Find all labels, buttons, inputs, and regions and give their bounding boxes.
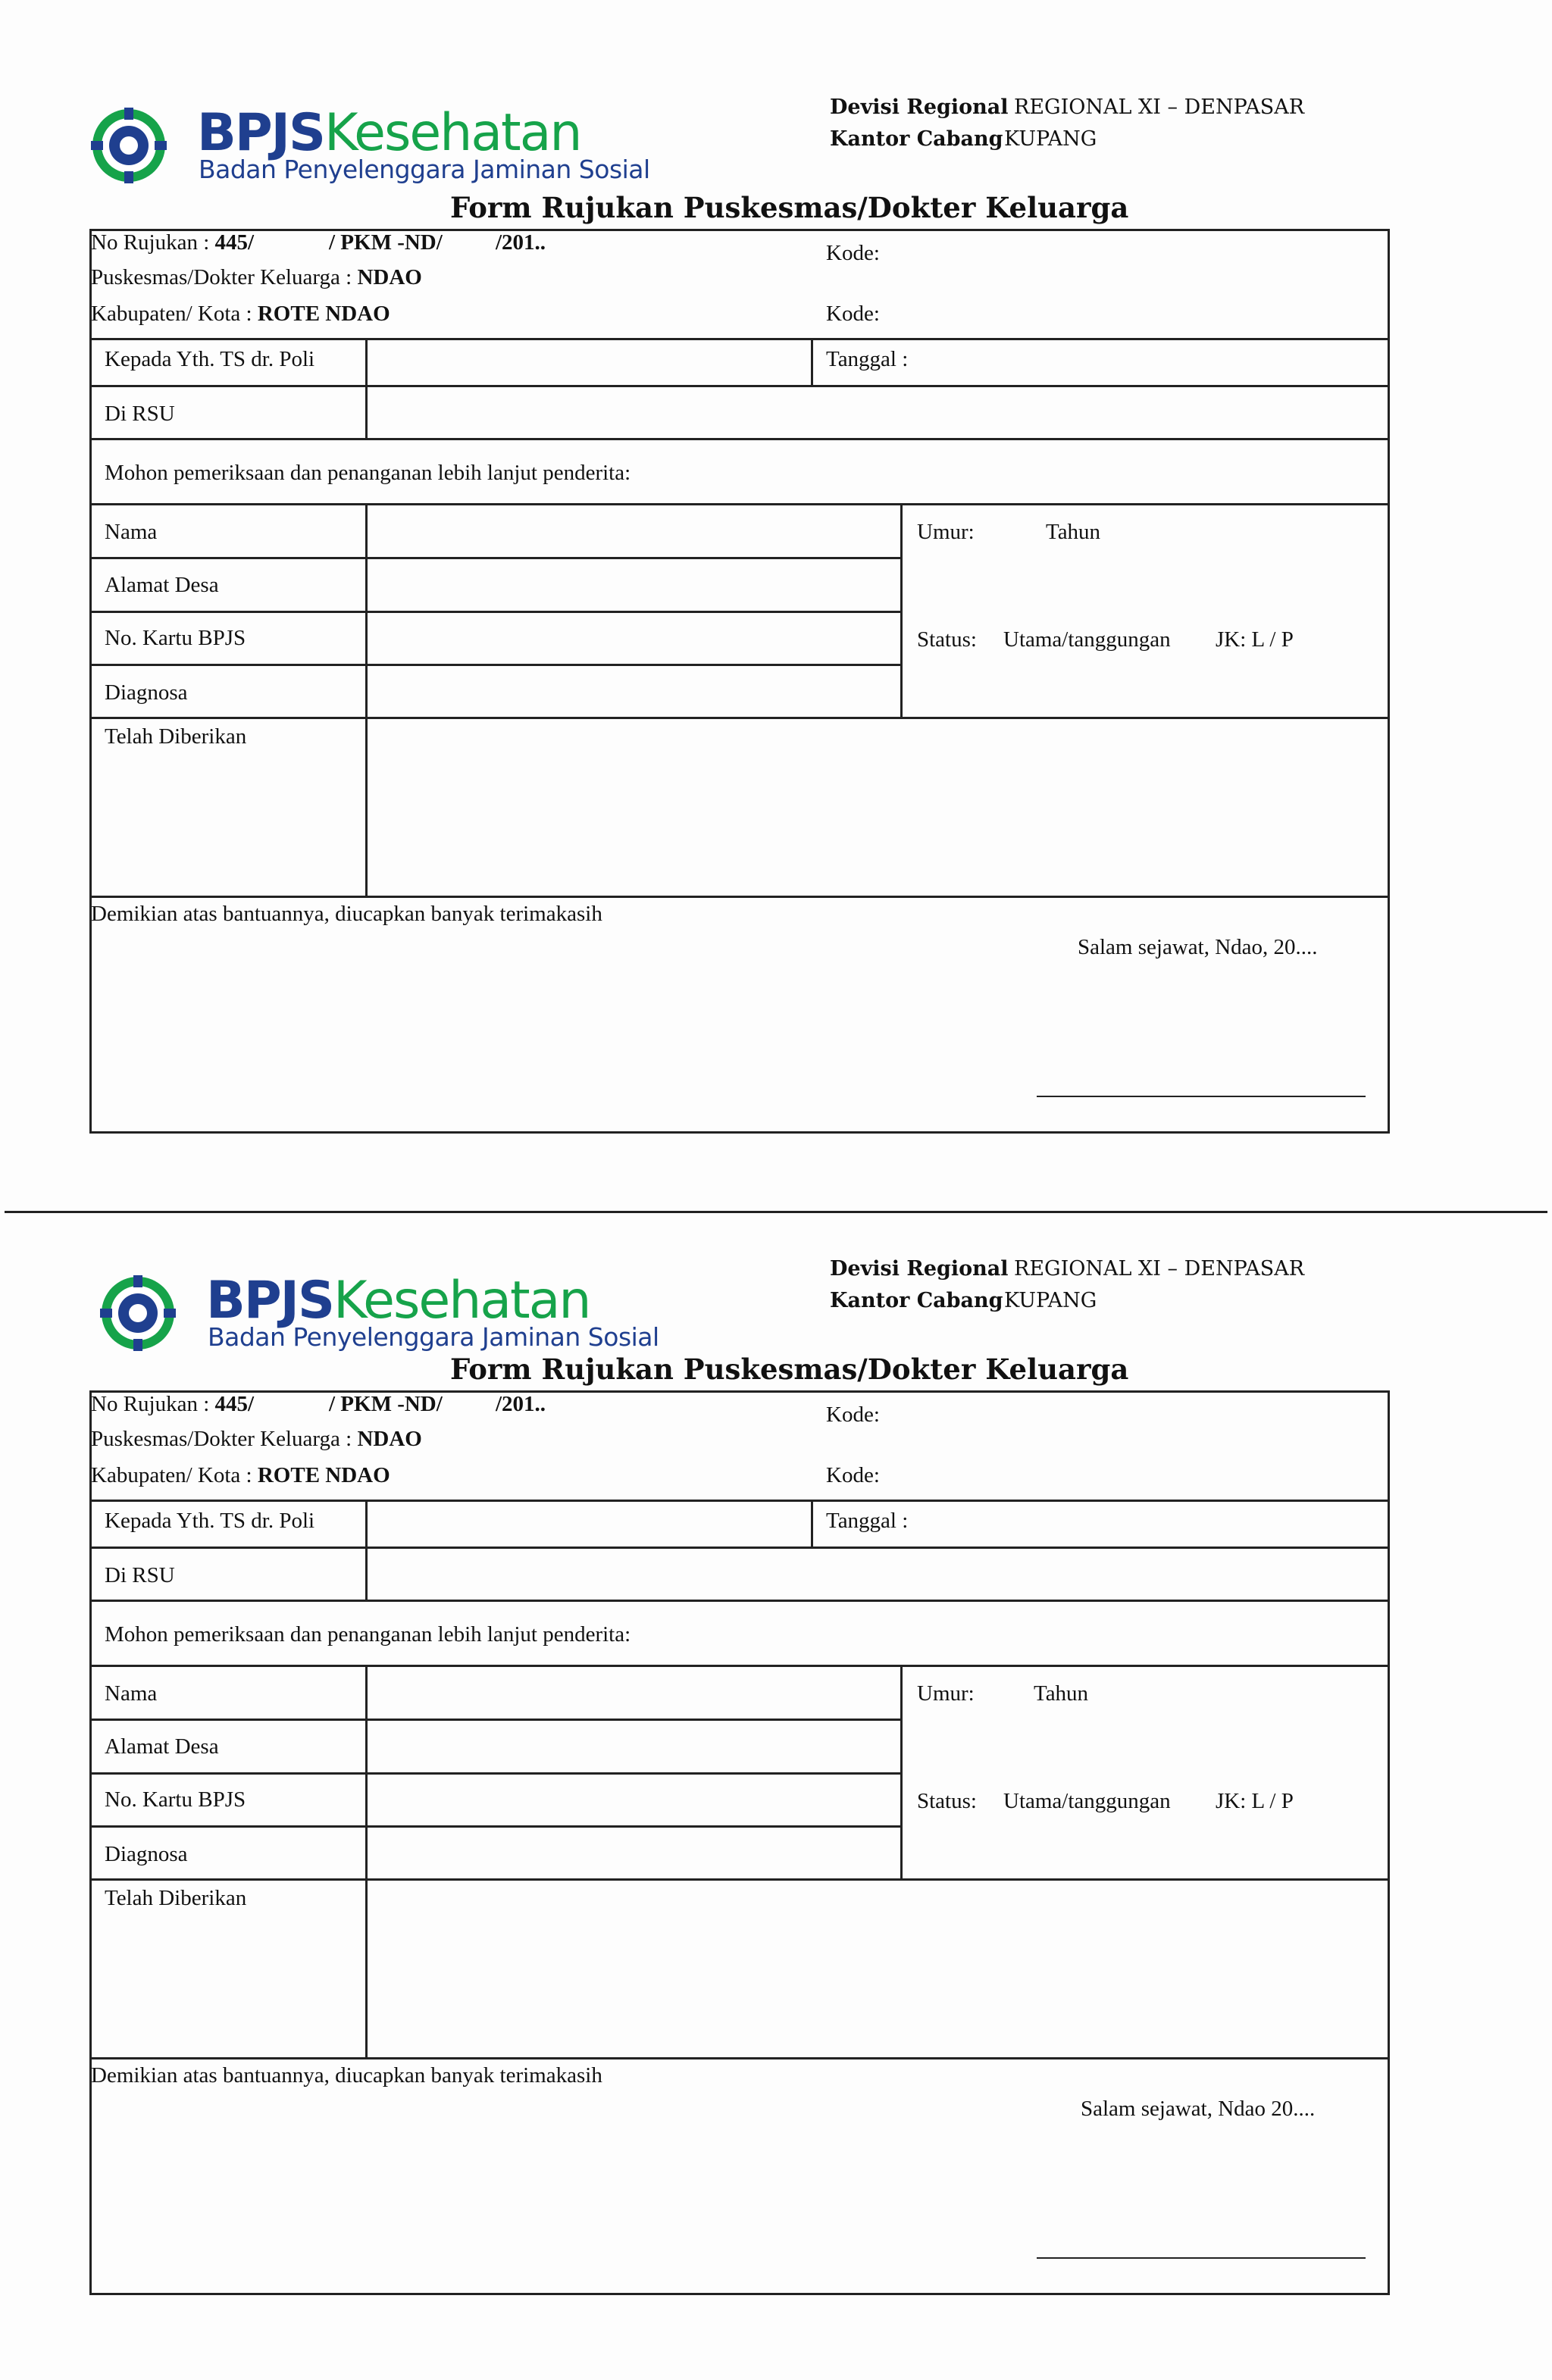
col-divider (811, 338, 813, 385)
kepada-label: Kepada Yth. TS dr. Poli (105, 347, 315, 371)
row-divider (89, 557, 903, 559)
bpjs-emblem-icon (99, 1274, 177, 1353)
logo-subtitle: Badan Penyelenggara Jaminan Sosial (199, 155, 650, 184)
umur-label: Umur: (917, 1681, 975, 1706)
referral-form-1 (0, 0, 1552, 1182)
telah-label: Telah Diberikan (105, 724, 247, 749)
tanggal-label: Tanggal : (826, 347, 909, 371)
row-divider (89, 2057, 1390, 2059)
row-divider (89, 1665, 1390, 1667)
puskesmas-row: Puskesmas/Dokter Keluarga : NDAO (91, 265, 422, 289)
kartu-label: No. Kartu BPJS (105, 626, 246, 650)
tahun-label: Tahun (1034, 1681, 1089, 1706)
diagnosa-label: Diagnosa (105, 680, 188, 705)
status-value: Utama/tanggungan (1003, 627, 1171, 652)
diagnosa-label: Diagnosa (105, 1842, 188, 1866)
row-divider (89, 1547, 1390, 1549)
tanggal-label: Tanggal : (826, 1509, 909, 1533)
kantor-label: Kantor Cabang (830, 127, 1003, 151)
jk-label: JK: L / P (1216, 627, 1294, 652)
kabupaten-row: Kabupaten/ Kota : ROTE NDAO (91, 302, 390, 326)
no-rujukan-year: /201.. (496, 230, 546, 255)
kantor-value: KUPANG (1004, 127, 1097, 151)
logo-subtitle: Badan Penyelenggara Jaminan Sosial (208, 1322, 659, 1352)
row-divider (89, 1772, 903, 1775)
row-divider (89, 1500, 1390, 1502)
col-divider (811, 1500, 813, 1547)
kode-label: Kode: (826, 1403, 880, 1427)
bpjs-emblem-icon (89, 106, 168, 185)
row-divider (89, 1600, 1390, 1602)
no-rujukan-pkm: / PKM -ND/ (329, 1392, 443, 1416)
no-rujukan-pkm: / PKM -ND/ (329, 230, 443, 255)
kode-label: Kode: (826, 241, 880, 265)
mohon-text: Mohon pemeriksaan dan penanganan lebih lanjut penderita: (105, 1622, 631, 1647)
kartu-label: No. Kartu BPJS (105, 1787, 246, 1812)
di-rsu-label: Di RSU (105, 1563, 175, 1587)
umur-label: Umur: (917, 520, 975, 544)
col-divider (900, 503, 903, 717)
row-divider (89, 1878, 1390, 1881)
row-divider (89, 896, 1390, 898)
divisi-label: Devisi Regional (830, 1257, 1009, 1281)
alamat-label: Alamat Desa (105, 1734, 219, 1759)
status-label: Status: (917, 627, 977, 652)
divisi-value: REGIONAL XI – DENPASAR (1014, 1257, 1305, 1281)
kabupaten-row: Kabupaten/ Kota : ROTE NDAO (91, 1463, 390, 1487)
status-label: Status: (917, 1789, 977, 1813)
salam-text: Salam sejawat, Ndao 20.... (1081, 2097, 1316, 2121)
tahun-label: Tahun (1046, 520, 1101, 544)
row-divider (89, 1719, 903, 1721)
signature-line (1037, 1096, 1366, 1097)
logo-wordmark: BPJSKesehatan (197, 103, 581, 163)
kode-label: Kode: (826, 302, 880, 326)
row-divider (89, 503, 1390, 505)
mohon-text: Mohon pemeriksaan dan penanganan lebih lanjut penderita: (105, 461, 631, 485)
col-divider (365, 338, 368, 438)
referral-form-2 (0, 1162, 1552, 2344)
telah-label: Telah Diberikan (105, 1886, 247, 1910)
col-divider (365, 1500, 368, 1600)
puskesmas-row: Puskesmas/Dokter Keluarga : NDAO (91, 1427, 422, 1451)
nama-label: Nama (105, 1681, 158, 1706)
divisi-label: Devisi Regional (830, 95, 1009, 119)
logo-wordmark: BPJSKesehatan (206, 1271, 590, 1331)
signature-line (1037, 2257, 1366, 2259)
salam-text: Salam sejawat, Ndao, 20.... (1078, 935, 1318, 959)
col-divider (365, 503, 368, 896)
no-rujukan: No Rujukan : 445/ (91, 230, 255, 255)
row-divider (89, 664, 903, 666)
nama-label: Nama (105, 520, 158, 544)
no-rujukan: No Rujukan : 445/ (91, 1392, 255, 1416)
kantor-label: Kantor Cabang (830, 1289, 1003, 1312)
status-value: Utama/tanggungan (1003, 1789, 1171, 1813)
alamat-label: Alamat Desa (105, 573, 219, 597)
row-divider (89, 438, 1390, 440)
row-divider (89, 717, 1390, 719)
di-rsu-label: Di RSU (105, 402, 175, 426)
jk-label: JK: L / P (1216, 1789, 1294, 1813)
row-divider (89, 1825, 903, 1828)
col-divider (900, 1665, 903, 1878)
kode-label: Kode: (826, 1463, 880, 1487)
closing-text: Demikian atas bantuannya, diucapkan banyak terimakasih (91, 2063, 602, 2088)
form-title: Form Rujukan Puskesmas/Dokter Keluarga (450, 191, 1129, 224)
row-divider (89, 385, 1390, 387)
closing-text: Demikian atas bantuannya, diucapkan banyak terimakasih (91, 902, 602, 926)
kantor-value: KUPANG (1004, 1289, 1097, 1312)
kepada-label: Kepada Yth. TS dr. Poli (105, 1509, 315, 1533)
form-title: Form Rujukan Puskesmas/Dokter Keluarga (450, 1353, 1129, 1386)
row-divider (89, 338, 1390, 340)
no-rujukan-year: /201.. (496, 1392, 546, 1416)
divisi-value: REGIONAL XI – DENPASAR (1014, 95, 1305, 119)
col-divider (365, 1665, 368, 2057)
row-divider (89, 611, 903, 613)
